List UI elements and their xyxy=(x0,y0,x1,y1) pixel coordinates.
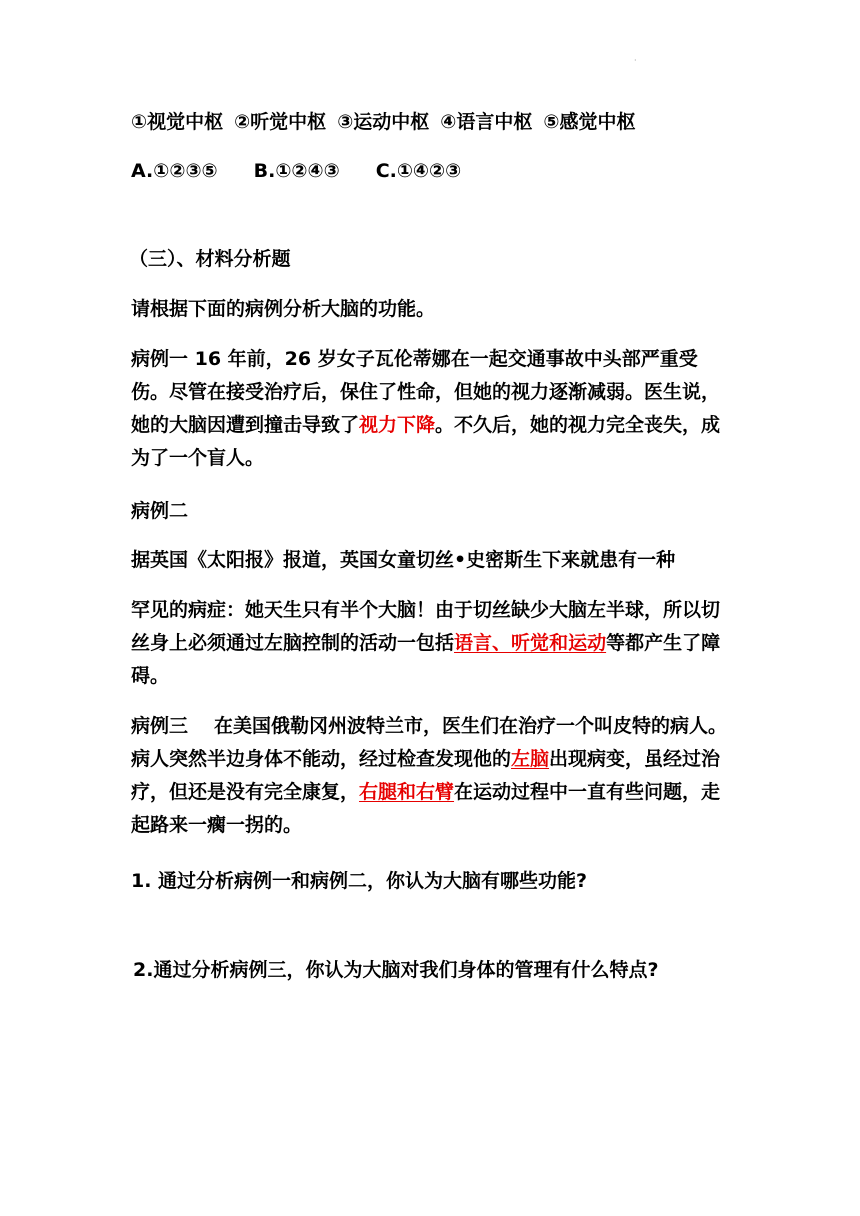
case1-highlight: 视力下降 xyxy=(359,414,436,436)
options-line xyxy=(131,113,635,132)
option-sensory-center: ⑤感觉中枢 xyxy=(543,111,636,133)
case3-text-after: 在运动过程中一直有些问题，走起路来一瘸一拐的。 xyxy=(131,781,721,836)
case2-paragraph xyxy=(131,594,731,693)
case2-highlight-language: 语言 xyxy=(454,632,493,654)
section-title: （三）、材料分析题 xyxy=(129,248,291,270)
question-2: 2.通过分析病例三，你认为大脑对我们身体的管理有什么特点? xyxy=(133,959,659,981)
case3-paragraph xyxy=(131,710,731,842)
choice-c: C.①④②③ xyxy=(375,160,462,182)
choice-b: B.①②④③ xyxy=(253,160,340,182)
case1-text-before: 病例一 16 年前，26 岁女子瓦伦蒂娜在一起交通事故中头部严重受伤。尽管在接受治疗后，保住了性命，但她的视力逐渐减弱。医生说，她的大脑因遭到撞击导致了 xyxy=(131,348,721,436)
option-visual-center: ①视觉中枢 xyxy=(131,111,224,133)
page-mark: · xyxy=(634,56,637,65)
choices-line xyxy=(131,162,461,181)
case2-separator-2: 和 xyxy=(549,632,569,654)
option-auditory-center: ②听觉中枢 xyxy=(234,111,327,133)
case3-label: 病例三 xyxy=(131,715,189,737)
case1-paragraph xyxy=(131,343,731,475)
case2-separator-1: 、 xyxy=(492,632,512,654)
question-1: 1. 通过分析病例一和病例二，你认为大脑有哪些功能? xyxy=(131,870,588,892)
case3-highlight-right-limbs: 右腿和右臂 xyxy=(359,781,455,803)
case1-text-after: 。不久后，她的视力完全丧失，成为了一个盲人。 xyxy=(131,414,721,469)
case2-text-before: 罕见的病症：她天生只有半个大脑！由于切丝缺少大脑左半球，所以切丝身上必须通过左脑控制的活动一包括 xyxy=(131,599,721,654)
instruction-text: 请根据下面的病例分析大脑的功能。 xyxy=(131,298,436,320)
case3-text-mid: 出现病变，虽经过治疗，但还是没有完全康复， xyxy=(131,748,721,803)
case2-title: 病例二 xyxy=(131,500,189,522)
case3-highlight-left-brain: 左脑 xyxy=(511,748,550,770)
option-motor-center: ③运动中枢 xyxy=(337,111,430,133)
case3-text-before: 在美国俄勒冈州波特兰市，医生们在治疗一个叫皮特的病人。病人突然半边身体不能动，经过检查发现他的 xyxy=(131,715,728,770)
case2-highlight-hearing: 听觉 xyxy=(511,632,550,654)
case2-text-after: 等都产生了障碍。 xyxy=(131,632,721,687)
choice-a: A.①②③⑤ xyxy=(131,160,218,182)
option-language-center: ④语言中枢 xyxy=(440,111,533,133)
case2-first-line: 据英国《太阳报》报道，英国女童切丝•史密斯生下来就患有一种 xyxy=(131,549,676,571)
case2-highlight-movement: 运动 xyxy=(568,632,607,654)
